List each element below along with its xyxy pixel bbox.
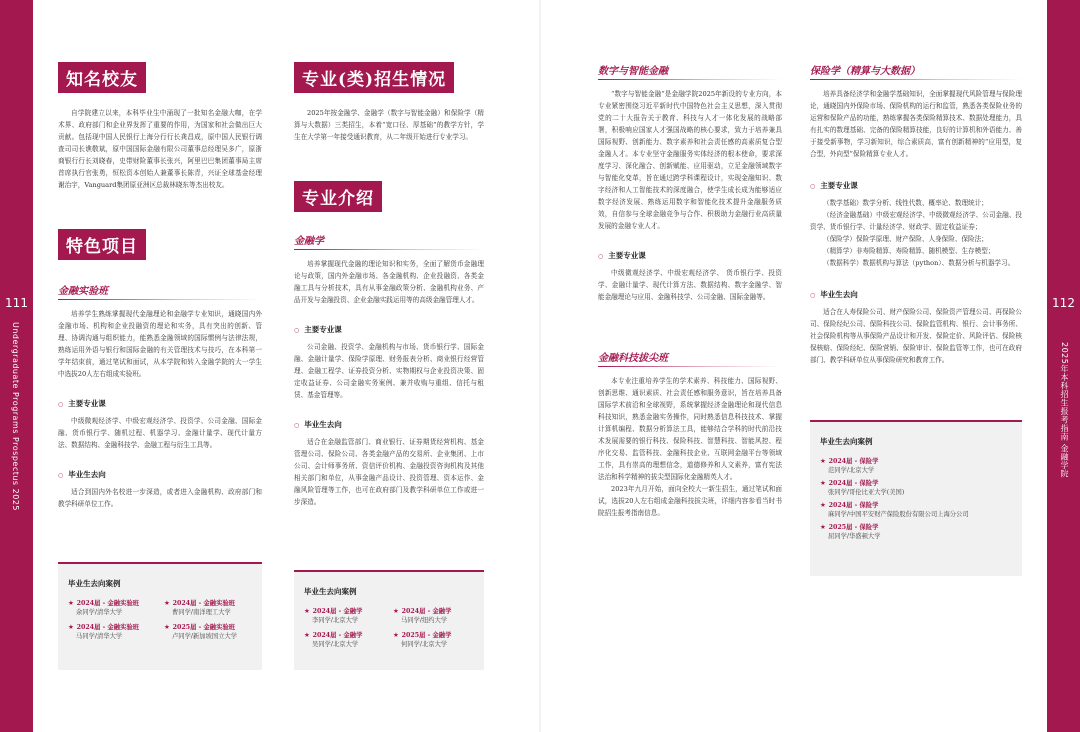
features-cases-box <box>58 562 262 670</box>
alumni-heading: 知名校友 <box>58 62 146 93</box>
intro-desc: 培养掌握现代金融的理论知识和实务，全面了解货币金融理论与政策，国内外金融市场、各金融机构、企业投融资、各类金融工具与分析技术，具有从事金融政策分析、金融机构业务、产品开发与金融投资、企业金融实践运用等的高级金融管理人才。 <box>294 260 484 304</box>
digital-courses: 中级微观经济学、中级宏观经济学、 货币银行学、投资学、金融计量学、现代计算方法、数据结构、数字金融学、智能金融理论与应用、金融科技学、公司金融、国际金融等。 <box>598 269 782 301</box>
side-text-right: 2025年本科招生报考指南 金融学院 <box>1060 342 1069 478</box>
features-dest-title: ○ 毕业生去向 <box>58 470 106 479</box>
features-program-title: 金融实验班 <box>58 286 108 297</box>
case-item: ★ 2024届 - 保险学 范同学/北京大学 <box>820 458 879 474</box>
actuarial-course-line: （经济金融基础）中级宏观经济学、中级微观经济学、公司金融、投资学、货币银行学、计量经济学、财政学、固定收益证券； <box>810 211 1022 231</box>
intro-cases-title: 毕业生去向案例 <box>304 587 357 596</box>
bullet-icon: ○ <box>810 292 816 299</box>
intro-courses: 公司金融、投资学、金融机构与市场、货币银行学、国际金融、金融计量学、保险学原理、财务报表分析、商业银行经营管理、金融工程学、证券投资分析、实物期权与企业投资决策、固定收益证券、公司金融实务案例、兼并收购与重组、信托与租赁、基金管理等。 <box>294 343 484 399</box>
alumni-text: 自学院建立以来，本科毕业生中涌现了一批知名金融大咖，在学术界、政府部门和企业界发挥了重要的作用，为国家和社会做出巨大贡献。包括现中国人民银行上海分行行长龚昌成，原中国人民银行调查司司长谯敬斌，原中国国际金融有限公司董事总经理吴多广，原浙商银行行长刘晓春，史带财险董事长张兴，阿里巴巴集团董事局主席 首席执行官张勇，恒松资本创始人兼董事长陈青，兴证全球基金经理谢治宇，Vanguard集团原亚洲区总裁林晓东等杰出校友。 <box>58 109 262 189</box>
intro-program-title: 金融学 <box>294 236 324 247</box>
page-number-right: 112 <box>1052 296 1075 310</box>
star-icon: ★ <box>820 524 826 531</box>
actuarial-dest: 适合在人寿保险公司、财产保险公司、保险资产管理公司、再保险公司、保险经纪公司、保险科技公司、保险监管机构、银行、会计事务所、社会保险机构等从事保险产品设计和开发、保险定价、风险评估、保险核保核赔、保险经纪、保险营销、保险审计、保险监管等工作，也可在政府部门、教学科研单位从事保险研究和教育工作。 <box>810 308 1022 364</box>
features-courses: 中级微观经济学、中级宏观经济学、投资学、公司金融、国际金融、货币银行学、随机过程、机器学习、金融计量学、现代计量方法、数据结构、金融科技学、金融工程与衍生工具等。 <box>58 417 262 449</box>
column-1 <box>58 62 262 510</box>
star-icon: ★ <box>393 632 399 639</box>
column-4 <box>810 62 1022 366</box>
features-dest: 适合到国内外名校进一步深造，或者进入金融机构、政府部门和教学科研单位工作。 <box>58 488 262 508</box>
intro-program-rule <box>294 249 484 250</box>
star-icon: ★ <box>68 624 74 631</box>
intro-heading: 专业介绍 <box>294 181 382 212</box>
star-icon: ★ <box>304 608 310 615</box>
left-side-bar <box>0 0 33 732</box>
star-icon: ★ <box>304 632 310 639</box>
actuarial-dest-title: ○ 毕业生去向 <box>810 290 858 299</box>
intro-cases-box <box>294 570 484 670</box>
actuarial-program-rule <box>810 79 1022 80</box>
side-text-left: Undergraduate Programs Prospectus 2025 <box>11 322 20 511</box>
bullet-icon: ○ <box>58 401 64 408</box>
bullet-icon: ○ <box>598 253 604 260</box>
case-item: ★ 2024届 - 金融学 李同学/北京大学 <box>304 608 363 624</box>
column-3 <box>598 62 782 519</box>
bullet-icon: ○ <box>810 183 816 190</box>
fintech-desc-2: 2023年九月开始，面向全校大一新生招生，通过笔试和面试，选拔20人左右组成金融科技拔尖班，详细内容参看当时书院招生报考指南信息。 <box>598 485 782 517</box>
digital-program-rule <box>598 79 782 80</box>
fintech-program-rule <box>598 366 782 367</box>
digital-desc: “数字与智能金融”是金融学院2025年新设的专业方向，本专业紧密围绕习近平新时代中国特色社会主义思想，深入贯彻党的二十大报告关于教育、科技与人才一体化发展的战略部署，积极响应国家人才强国战略的核心要求，致力于培养兼具国际视野、创新能力、数字素养和社会责任感的高素质复合型金融人才。本专业坚守金融服务实体经济的根本使命，要求深度学习、深化融合、创新赋能、应用驱动，立足金融领域数字与智能化变革，旨在通过跨学科课程设计，实现金融知识、数字经济和人工智能技术的深度融合，使学生成长成为能够适应数字经济发展、熟练运用数字和智能化技术提升金融服务质效，自信参与全球金融竞争与合作、积极助力金融行业高质量发展的金融专业人才。 <box>598 90 782 230</box>
star-icon: ★ <box>68 600 74 607</box>
fintech-program-title: 金融科技拔尖班 <box>598 353 668 364</box>
actuarial-course-line: （精算学）非寿险精算、寿险精算、随机模型、生存模型； <box>823 247 995 255</box>
right-side-bar <box>1047 0 1080 732</box>
fintech-desc: 本专业注重培养学生的学术素养、科技能力、国际视野、创新思维、通识素质、社会责任感和服务意识，旨在培养具备国际学术前沿和全球视野，系统掌握经济金融理论和现代信息科技知识，熟悉金融实务操作，同时熟悉信息科技技术、掌握计算机编程、数据分析算法工具，能够结合学科的时代前沿技术发展需要的银行科技、保险科技、智慧科技、智能风控、程序化交易、监管科技、金融科技企业、互联网金融平台等领域工作，具有崇高的理想信念，道德修养和人文素养，富有宪法法治和科学精神的拔尖型国际化金融精英人才。 <box>598 377 782 481</box>
case-item: ★ 2024届 - 保险学 麻同学/中国平安财产保险股份有限公司上海分公司 <box>820 502 969 518</box>
column-2 <box>294 62 484 508</box>
features-desc: 培养学生熟练掌握现代金融理论和金融学专业知识，通晓国内外金融市场、机构和企业投融资的理论和实务，具有突出的创新、管理、协调沟通与组织能力，能熟悉金融领域的国际惯例与法律法规，熟练运用外语与银行和国际金融的有关管理技术与技巧，在本科第一学年结束前，通过笔试和面试，从本学院和转入金融学院的大一学生中选拔20人左右组成实验班。 <box>58 310 262 378</box>
bullet-icon: ○ <box>58 472 64 479</box>
case-item: ★ 2024届 - 金融实验班 曹同学/南洋理工大学 <box>164 600 235 616</box>
case-item: ★ 2025届 - 金融实验班 卢同学/新加坡国立大学 <box>164 624 238 640</box>
actuarial-course-line: （数据科学）数据机构与算法（python）、数据分析与机器学习。 <box>823 259 1015 267</box>
features-courses-title: ○ 主要专业课 <box>58 399 106 408</box>
actuarial-course-line: （数学基础）数学分析、线性代数、概率论、数理统计； <box>823 199 988 207</box>
case-item: ★ 2024届 - 金融学 马同学/纽约大学 <box>393 608 452 624</box>
admission-text: 2025年按金融学、金融学（数字与智能金融）和保险学（精算与大数据）三类招生，本着“宽口径、厚基础”的教学方针，学生在大学第一年接受通识教育，从二年级开始进行专业学习。 <box>294 109 484 141</box>
bullet-icon: ○ <box>294 327 300 334</box>
case-item: ★ 2024届 - 金融实验班 马同学/清华大学 <box>68 624 139 640</box>
page-number-left: 111 <box>5 296 28 310</box>
actuarial-courses-title: ○ 主要专业课 <box>810 181 858 190</box>
case-item: ★ 2025届 - 金融学 何同学/北京大学 <box>393 632 452 648</box>
actuarial-cases-title: 毕业生去向案例 <box>820 437 873 446</box>
intro-dest: 适合在金融监管部门、商业银行、证券期货经营机构、基金管理公司、保险公司、各类金融产品的交易所、企业集团、上市公司、会计师事务所、资信评价机构、金融投资咨询机构及其他相关部门和单位，从事金融产品设计、投资管理、资本运作、金融风险管理等工作，也可在政府部门及教学科研单位工作或进一步深造。 <box>294 438 484 506</box>
star-icon: ★ <box>164 624 170 631</box>
star-icon: ★ <box>820 502 826 509</box>
actuarial-cases-box <box>810 420 1022 576</box>
star-icon: ★ <box>820 480 826 487</box>
case-item: ★ 2025届 - 保险学 屈同学/华盛顿大学 <box>820 524 881 540</box>
features-cases-title: 毕业生去向案例 <box>68 579 121 588</box>
intro-courses-title: ○ 主要专业课 <box>294 325 342 334</box>
actuarial-program-title: 保险学（精算与大数据） <box>810 66 920 77</box>
star-icon: ★ <box>164 600 170 607</box>
actuarial-course-line: （保险学）保险学原理、财产保险、人身保险、保险法； <box>823 235 988 243</box>
admission-heading: 专业(类)招生情况 <box>294 62 454 93</box>
features-heading: 特色项目 <box>58 229 146 260</box>
case-item: ★ 2024届 - 保险学 张同学/哥伦比亚大学(美国) <box>820 480 905 496</box>
digital-courses-title: ○ 主要专业课 <box>598 251 646 260</box>
intro-dest-title: ○ 毕业生去向 <box>294 420 342 429</box>
page-gutter <box>539 0 541 732</box>
case-item: ★ 2024届 - 金融实验班 余同学/清华大学 <box>68 600 139 616</box>
star-icon: ★ <box>393 608 399 615</box>
actuarial-desc: 培养具备经济学和金融学基础知识，全面掌握现代风险管理与保险理论，通晓国内外保险市场、保险机构的运行和监管，熟悉各类保险业务的运营和保险产品的功能，熟练掌握各类保险精算技术、数据处理能力，具有扎实的数理基础、完备的保险精算技能，良好的计算机和外语能力、善于接受新事物，学习新知识，综合素质高，富有创新精神的“应用型，复合型，外向型”保险精算专业人才。 <box>810 90 1022 158</box>
star-icon: ★ <box>820 458 826 465</box>
case-item: ★ 2024届 - 金融学 吴同学/北京大学 <box>304 632 363 648</box>
digital-program-title: 数字与智能金融 <box>598 66 668 77</box>
features-program-rule <box>58 299 262 300</box>
bullet-icon: ○ <box>294 422 300 429</box>
